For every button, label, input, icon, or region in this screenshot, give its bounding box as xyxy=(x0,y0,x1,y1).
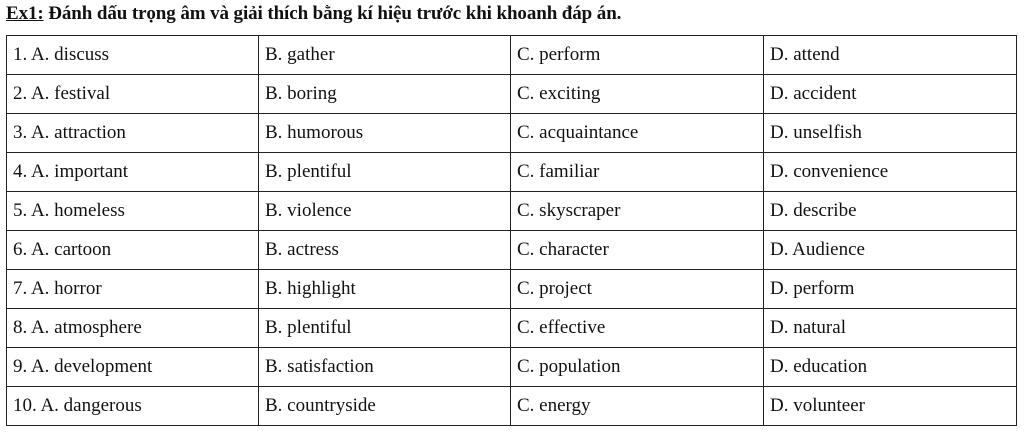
option-a: 9. A. development xyxy=(7,348,259,387)
option-d: D. natural xyxy=(764,309,1017,348)
option-b: B. countryside xyxy=(259,387,511,426)
option-b: B. highlight xyxy=(259,270,511,309)
option-d: D. describe xyxy=(764,192,1017,231)
option-a: 1. A. discuss xyxy=(7,36,259,75)
option-d: D. attend xyxy=(764,36,1017,75)
table-row xyxy=(7,75,1017,114)
option-d: D. education xyxy=(764,348,1017,387)
option-b: B. gather xyxy=(259,36,511,75)
table-row xyxy=(7,36,1017,75)
option-b: B. actress xyxy=(259,231,511,270)
option-a: 10. A. dangerous xyxy=(7,387,259,426)
option-c: C. perform xyxy=(511,36,764,75)
option-a: 8. A. atmosphere xyxy=(7,309,259,348)
option-d: D. accident xyxy=(764,75,1017,114)
option-c: C. acquaintance xyxy=(511,114,764,153)
option-c: C. exciting xyxy=(511,75,764,114)
option-a: 7. A. horror xyxy=(7,270,259,309)
table-row xyxy=(7,270,1017,309)
option-d: D. Audience xyxy=(764,231,1017,270)
option-d: D. convenience xyxy=(764,153,1017,192)
option-a: 6. A. cartoon xyxy=(7,231,259,270)
table-row xyxy=(7,231,1017,270)
table-row xyxy=(7,153,1017,192)
table-row xyxy=(7,387,1017,426)
table-body xyxy=(7,36,1017,426)
option-b: B. humorous xyxy=(259,114,511,153)
option-b: B. satisfaction xyxy=(259,348,511,387)
option-a: 2. A. festival xyxy=(7,75,259,114)
option-b: B. violence xyxy=(259,192,511,231)
exercise-heading xyxy=(6,3,621,25)
option-d: D. perform xyxy=(764,270,1017,309)
option-a: 5. A. homeless xyxy=(7,192,259,231)
option-c: C. energy xyxy=(511,387,764,426)
option-c: C. effective xyxy=(511,309,764,348)
table-row xyxy=(7,114,1017,153)
option-b: B. plentiful xyxy=(259,309,511,348)
table-row xyxy=(7,192,1017,231)
option-c: C. familiar xyxy=(511,153,764,192)
option-d: D. unselfish xyxy=(764,114,1017,153)
table-row xyxy=(7,309,1017,348)
exercise-instruction: Đánh dấu trọng âm và giải thích bằng kí hiệu trước khi khoanh đáp án. xyxy=(43,3,622,24)
option-b: B. plentiful xyxy=(259,153,511,192)
option-c: C. skyscraper xyxy=(511,192,764,231)
option-b: B. boring xyxy=(259,75,511,114)
option-a: 3. A. attraction xyxy=(7,114,259,153)
option-a: 4. A. important xyxy=(7,153,259,192)
option-d: D. volunteer xyxy=(764,387,1017,426)
option-c: C. character xyxy=(511,231,764,270)
option-c: C. project xyxy=(511,270,764,309)
exercise-label: Ex1: xyxy=(6,3,44,24)
stress-exercise-table xyxy=(6,35,1017,426)
option-c: C. population xyxy=(511,348,764,387)
table-row xyxy=(7,348,1017,387)
